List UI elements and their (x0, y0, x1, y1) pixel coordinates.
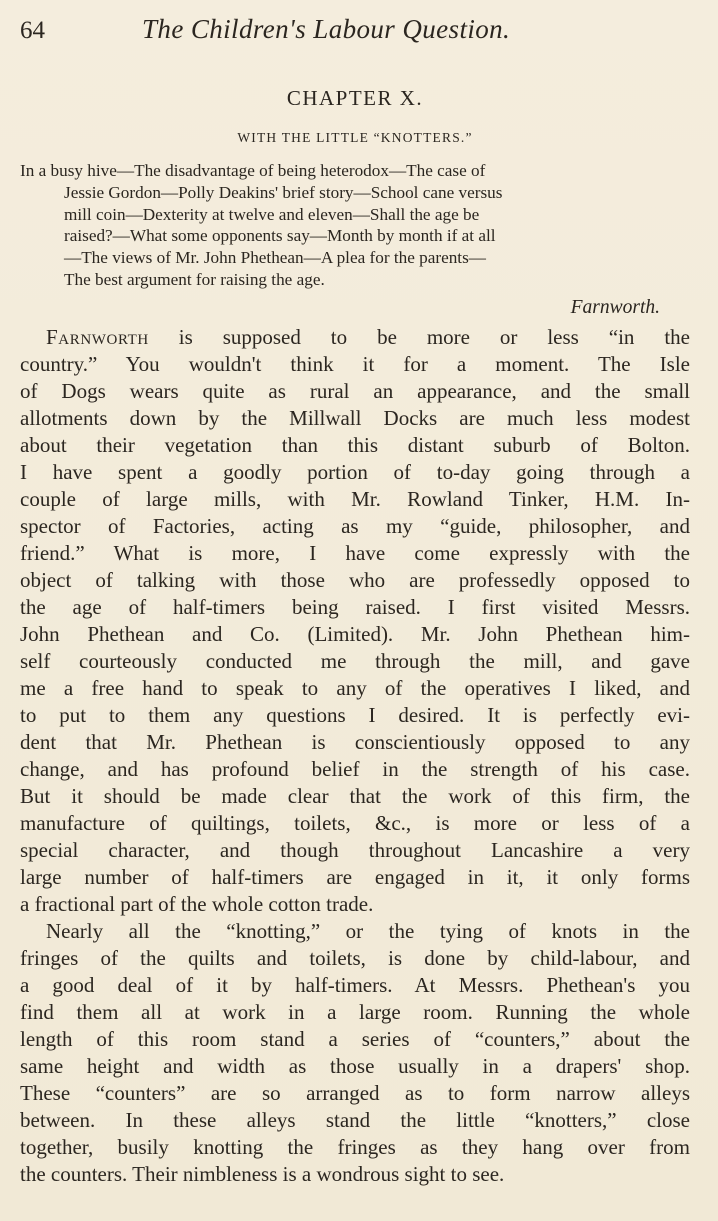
chapter-synopsis (20, 160, 690, 291)
body-line: length of this room stand a series of “counters,” about the (20, 1026, 690, 1051)
body-line: John Phethean and Co. (Limited). Mr. John Phethean him- (20, 621, 690, 646)
chapter-title: CHAPTER X. (286, 86, 424, 110)
running-head (20, 14, 690, 50)
body-line: a fractional part of the whole cotton trade. (20, 891, 374, 916)
body-line: of Dogs wears quite as rural an appearance, and the small (20, 378, 690, 403)
place-heading: Farnworth. (570, 296, 660, 318)
body-line: special character, and though throughout Lancashire a very (20, 837, 690, 862)
body-line: manufacture of quiltings, toilets, &c., is more or less of a (20, 810, 690, 835)
body-line: to put to them any questions I desired. It is perfectly evi- (20, 702, 690, 727)
body-line: These “counters” are so arranged as to form narrow alleys (20, 1080, 690, 1105)
body-line: about their vegetation than this distant suburb of Bolton. (20, 432, 690, 457)
body-line: allotments down by the Millwall Docks are much less modest (20, 405, 690, 430)
synopsis-line: raised?—What some opponents say—Month by month if at all (64, 226, 496, 246)
paragraph-first-line (20, 324, 690, 351)
body-line: Nearly all the “knotting,” or the tying of knots in the (46, 918, 690, 943)
body-line: object of talking with those who are professedly opposed to (20, 567, 690, 592)
body-line: me a free hand to speak to any of the operatives I liked, and (20, 675, 690, 700)
body-line: country.” You wouldn't think it for a moment. The Isle (20, 351, 690, 376)
body-line: together, busily knotting the fringes as they hang over from (20, 1134, 690, 1159)
body-line: spector of Factories, acting as my “guide, philosopher, and (20, 513, 690, 538)
synopsis-line: In a busy hive—The disadvantage of being heterodox—The case of (20, 161, 486, 180)
body-line: dent that Mr. Phethean is conscientiously opposed to any (20, 729, 690, 754)
chapter-subtitle: WITH THE LITTLE “KNOTTERS.” (237, 130, 473, 145)
body-line: fringes of the quilts and toilets, is done by child-labour, and (20, 945, 690, 970)
body-line: I have spent a goodly portion of to-day going through a (20, 459, 690, 484)
synopsis-line: mill coin—Dexterity at twelve and eleven—Shall the age be (64, 204, 480, 224)
running-title: The Children's Labour Question. (142, 14, 511, 44)
body-line: But it should be made clear that the work of this firm, the (20, 783, 690, 808)
body-line: the counters. Their nimbleness is a wondrous sight to see. (20, 1161, 505, 1186)
body-line: the age of half-timers being raised. I first visited Messrs. (20, 594, 690, 619)
body-line: a good deal of it by half-timers. At Messrs. Phethean's you (20, 972, 690, 997)
first-line-rest: is supposed to be more or less “in the (148, 324, 690, 349)
synopsis-line: Jessie Gordon—Polly Deakins' brief story—School cane versus (64, 182, 503, 202)
paragraph-2 (20, 918, 690, 1188)
body-line: friend.” What is more, I have come expressly with the (20, 540, 690, 565)
body-line: self courteously conducted me through the mill, and gave (20, 648, 690, 673)
paragraph-1 (20, 324, 690, 918)
drop-word: Farnworth (46, 324, 149, 349)
page-number: 64 (20, 17, 45, 44)
body-line: between. In these alleys stand the little “knotters,” close (20, 1107, 690, 1132)
body-line: change, and has profound belief in the strength of his case. (20, 756, 690, 781)
body-line: couple of large mills, with Mr. Rowland Tinker, H.M. In- (20, 486, 690, 511)
body-line: same height and width as those usually in a drapers' shop. (20, 1053, 690, 1078)
synopsis-line: —The views of Mr. John Phethean—A plea for the parents— (64, 248, 486, 268)
body-line: find them all at work in a large room. Running the whole (20, 999, 690, 1024)
synopsis-line: The best argument for raising the age. (64, 269, 325, 289)
body-line: large number of half-timers are engaged in it, it only forms (20, 864, 690, 889)
